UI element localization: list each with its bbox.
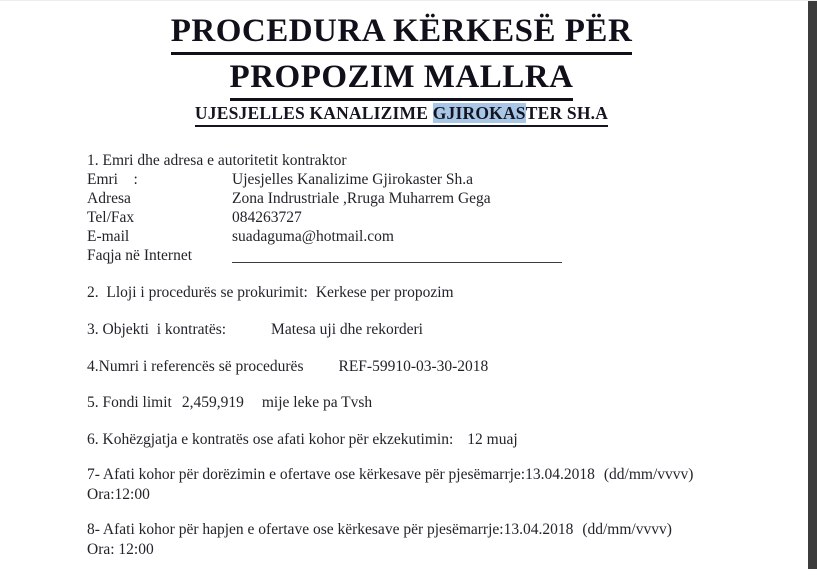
section-6-contract-duration	[87, 430, 777, 449]
title-line-2: PROPOZIM MALLRA	[230, 57, 574, 101]
section-7-date-format: (dd/mm/vvvv)	[603, 466, 694, 483]
section-5-limit-fund	[87, 393, 777, 412]
section-1-authority	[87, 151, 777, 268]
field-row-email	[87, 227, 777, 246]
section-8-date: 13.04.2018	[503, 521, 574, 538]
field-label-name: Emri :	[87, 171, 138, 188]
field-row-telfax	[87, 208, 777, 227]
field-row-name	[87, 170, 777, 189]
field-value-name: Ujesjelles Kanalizime Gjirokaster Sh.a	[232, 171, 474, 188]
section-5-suffix: mije leke pa Tvsh	[261, 394, 373, 411]
section-1-heading: 1. Emri dhe adresa e autoritetit kontraktor	[87, 152, 347, 169]
section-2-label: 2. Lloji i procedurës se prokurimit:	[87, 284, 308, 301]
section-2-value: Kerkese per propozim	[315, 284, 454, 301]
field-value-telfax: 084263727	[232, 209, 302, 226]
field-value-address: Zona Indrustriale ,Rruga Muharrem Gega	[232, 190, 491, 207]
section-4-value: REF-59910-03-30-2018	[338, 358, 489, 375]
website-blank-line	[232, 246, 562, 263]
field-row-website	[87, 246, 777, 268]
field-label-telfax: Tel/Fax	[87, 209, 135, 226]
field-value-website	[232, 246, 777, 268]
title-line-1: PROCEDURA KËRKESË PËR	[171, 11, 633, 55]
section-8-time: Ora: 12:00	[87, 540, 154, 558]
field-row-address	[87, 189, 777, 208]
document-title	[0, 11, 803, 103]
scan-edge-artifact	[808, 1, 817, 569]
section-7-submission-deadline	[87, 465, 777, 504]
section-8-opening-deadline	[87, 520, 777, 559]
subtitle-text-pre: UJESJELLES KANALIZIME	[194, 103, 433, 123]
section-3-label: 3. Objekti i kontratës:	[87, 321, 227, 338]
section-2-procedure-type	[87, 283, 777, 302]
section-5-amount: 2,459,919	[181, 394, 244, 411]
subtitle-text-post: TER SH.A	[525, 103, 609, 123]
section-8-date-format: (dd/mm/vvvv)	[582, 521, 672, 538]
section-7-label: 7- Afati kohor për dorëzimin e ofertave ose kërkesave për pjesëmarrje:	[87, 466, 526, 483]
section-7-date: 13.04.2018	[525, 466, 595, 483]
section-5-label: 5. Fondi limit	[87, 394, 172, 411]
section-8-label: 8- Afati kohor për hapjen e ofertave ose kërkesave për pjesëmarrje:	[87, 521, 504, 538]
subtitle-highlighted-text: GJIROKAS	[432, 103, 526, 123]
document-subtitle	[0, 103, 803, 127]
field-label-address: Adresa	[87, 190, 131, 207]
section-3-contract-object	[87, 320, 777, 339]
section-6-label: 6. Kohëzgjatja e kontratës ose afati kohor për ekzekutimin:	[87, 431, 454, 448]
section-7-time: Ora:12:00	[87, 485, 150, 503]
section-6-value: 12 muaj	[467, 431, 518, 448]
section-4-reference-number	[87, 357, 777, 376]
section-4-label: 4.Numri i referencës së procedurës	[87, 358, 304, 375]
section-3-value: Matesa uji dhe rekorderi	[271, 321, 423, 338]
field-label-email: E-mail	[87, 228, 130, 245]
field-label-website: Faqja në Internet	[87, 247, 193, 264]
field-value-email: suadaguma@hotmail.com	[232, 228, 394, 245]
